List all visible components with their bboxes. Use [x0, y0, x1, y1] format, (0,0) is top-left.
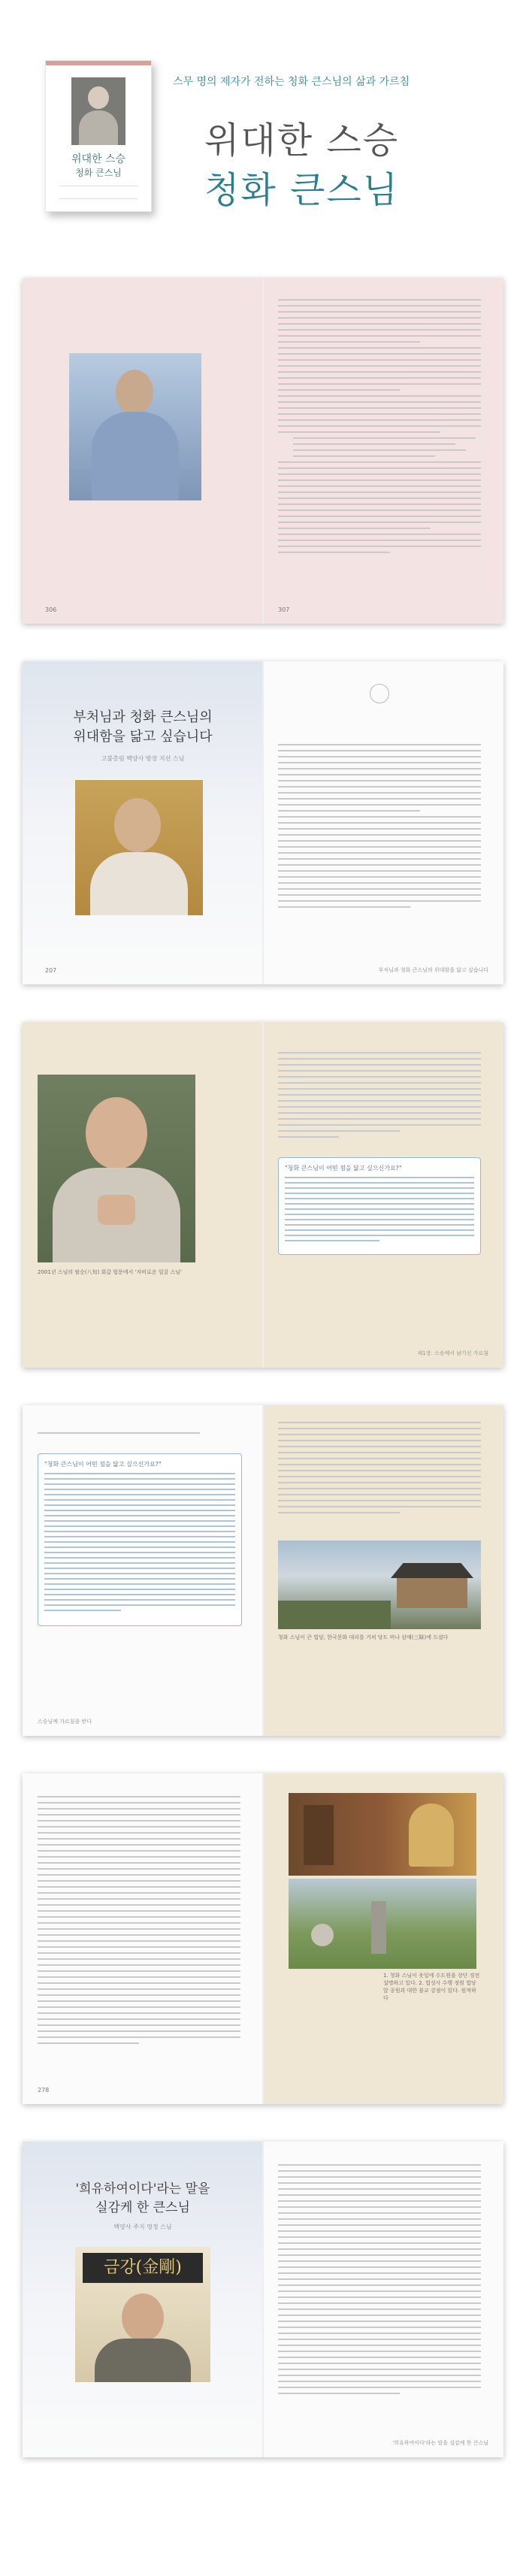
book-cover	[45, 60, 152, 212]
right-running-header: 제1장. 스승께서 남기신 가르침	[417, 1350, 488, 1356]
chapter-subtitle: 고불총림 백양사 방장 지선 스님	[101, 755, 185, 762]
right-running-header: 부처님과 청화 큰스님의 위대함을 닮고 싶습니다	[378, 967, 488, 973]
photo-caption: 2001년 스님의 팔순(八旬) 회갑 법문에서 '자비로운 얼굴 스님'	[38, 1269, 182, 1275]
spread-2-left-page	[23, 661, 263, 984]
chapter-title	[38, 706, 248, 745]
monk-with-signboard-photo	[75, 2247, 210, 2382]
quote-box	[278, 1157, 481, 1255]
spread-6-right-page	[263, 2142, 503, 2457]
spread-3-left-page	[23, 1022, 263, 1368]
spread-6-left-page	[23, 2142, 263, 2457]
hero-section	[0, 0, 526, 240]
chapter-title-line1: 부처님과 청화 큰스님의	[73, 709, 213, 725]
left-page-number: 207	[45, 967, 57, 974]
temple-photo	[278, 1540, 481, 1629]
chapter-title-line2: 실감케 한 큰스님	[95, 2200, 190, 2215]
chapter-title	[38, 2178, 248, 2215]
left-page-number: 278	[38, 2087, 50, 2094]
book-cover-title1: 위대한 스승	[71, 153, 126, 165]
shrine-photo	[289, 1793, 476, 1876]
hero-title-line2: 청화 큰스님	[204, 169, 400, 211]
chapter-subtitle: 백양사 주지 영정 스님	[113, 2224, 172, 2230]
left-page-number: 306	[45, 606, 57, 613]
book-cover-title2: 청화 큰스님	[75, 168, 122, 178]
spread-1	[23, 278, 503, 624]
spread-4	[23, 1405, 503, 1736]
right-running-header: '희유하여이다'라는 말을 실감케 한 큰스님	[392, 2440, 488, 2446]
body-text	[38, 1432, 240, 1438]
quote-box	[38, 1453, 242, 1626]
monk-photo	[69, 353, 201, 500]
left-running-header: 스승님께 가르침을 받다	[38, 1719, 92, 1725]
spread-1-left-page	[23, 278, 263, 624]
body-text	[278, 1422, 481, 1518]
photo-caption: 청화 스님이 큰 법당, 한국문화 대리를 거쳐 당도 떠나 삼매(三昧)에 드셨다	[278, 1634, 449, 1640]
book-cover-portrait	[71, 77, 125, 145]
body-text	[278, 1052, 481, 1142]
hero-subtitle: 스무 명의 제자가 전하는 청화 큰스님의 삶과 가르침	[173, 76, 410, 88]
smiling-monk-photo	[38, 1075, 195, 1262]
stupa-garden-photo	[289, 1879, 476, 1969]
spread-5-left-page	[23, 1773, 263, 2104]
signboard: 금강(金剛)	[83, 2253, 203, 2283]
quote-title: "청화 큰스님이 어떤 점을 닮고 싶으신가요?"	[285, 1165, 402, 1172]
spread-2-right-page	[263, 661, 503, 984]
spread-5-right-page	[263, 1773, 503, 2104]
spread-1-right-page	[263, 278, 503, 624]
right-page-number: 307	[278, 606, 290, 613]
body-text	[278, 2164, 481, 2399]
spread-3-right-page	[263, 1022, 503, 1368]
body-text	[278, 299, 481, 558]
spread-4-right-page	[263, 1405, 503, 1736]
spread-3	[23, 1022, 503, 1368]
body-text	[38, 1796, 240, 2048]
circle-emblem	[370, 684, 389, 703]
chapter-title-line2: 위대함을 닮고 싶습니다	[73, 729, 213, 745]
spread-5	[23, 1773, 503, 2104]
body-text	[278, 744, 481, 912]
photo-caption: 1. 청화 스님이 옷일에 수도원을 상단 경전 설명하고 있다. 2. 법성사 수행 정원 법당 앞 공원과 대한 불교 강점이 있다. 원적하다	[383, 1973, 480, 2001]
spread-6	[23, 2142, 503, 2457]
monk-photo	[75, 780, 203, 915]
spread-2	[23, 661, 503, 984]
chapter-title-line1: '희유하여이다'라는 말을	[75, 2181, 210, 2197]
book-cover-rule	[59, 186, 138, 199]
hero-title-line1: 위대한 스승	[204, 119, 400, 162]
quote-title: "청화 큰스님이 어떤 점을 닮고 싶으신가요?"	[44, 1461, 162, 1468]
book-cover-band	[46, 61, 151, 65]
spread-4-left-page	[23, 1405, 263, 1736]
